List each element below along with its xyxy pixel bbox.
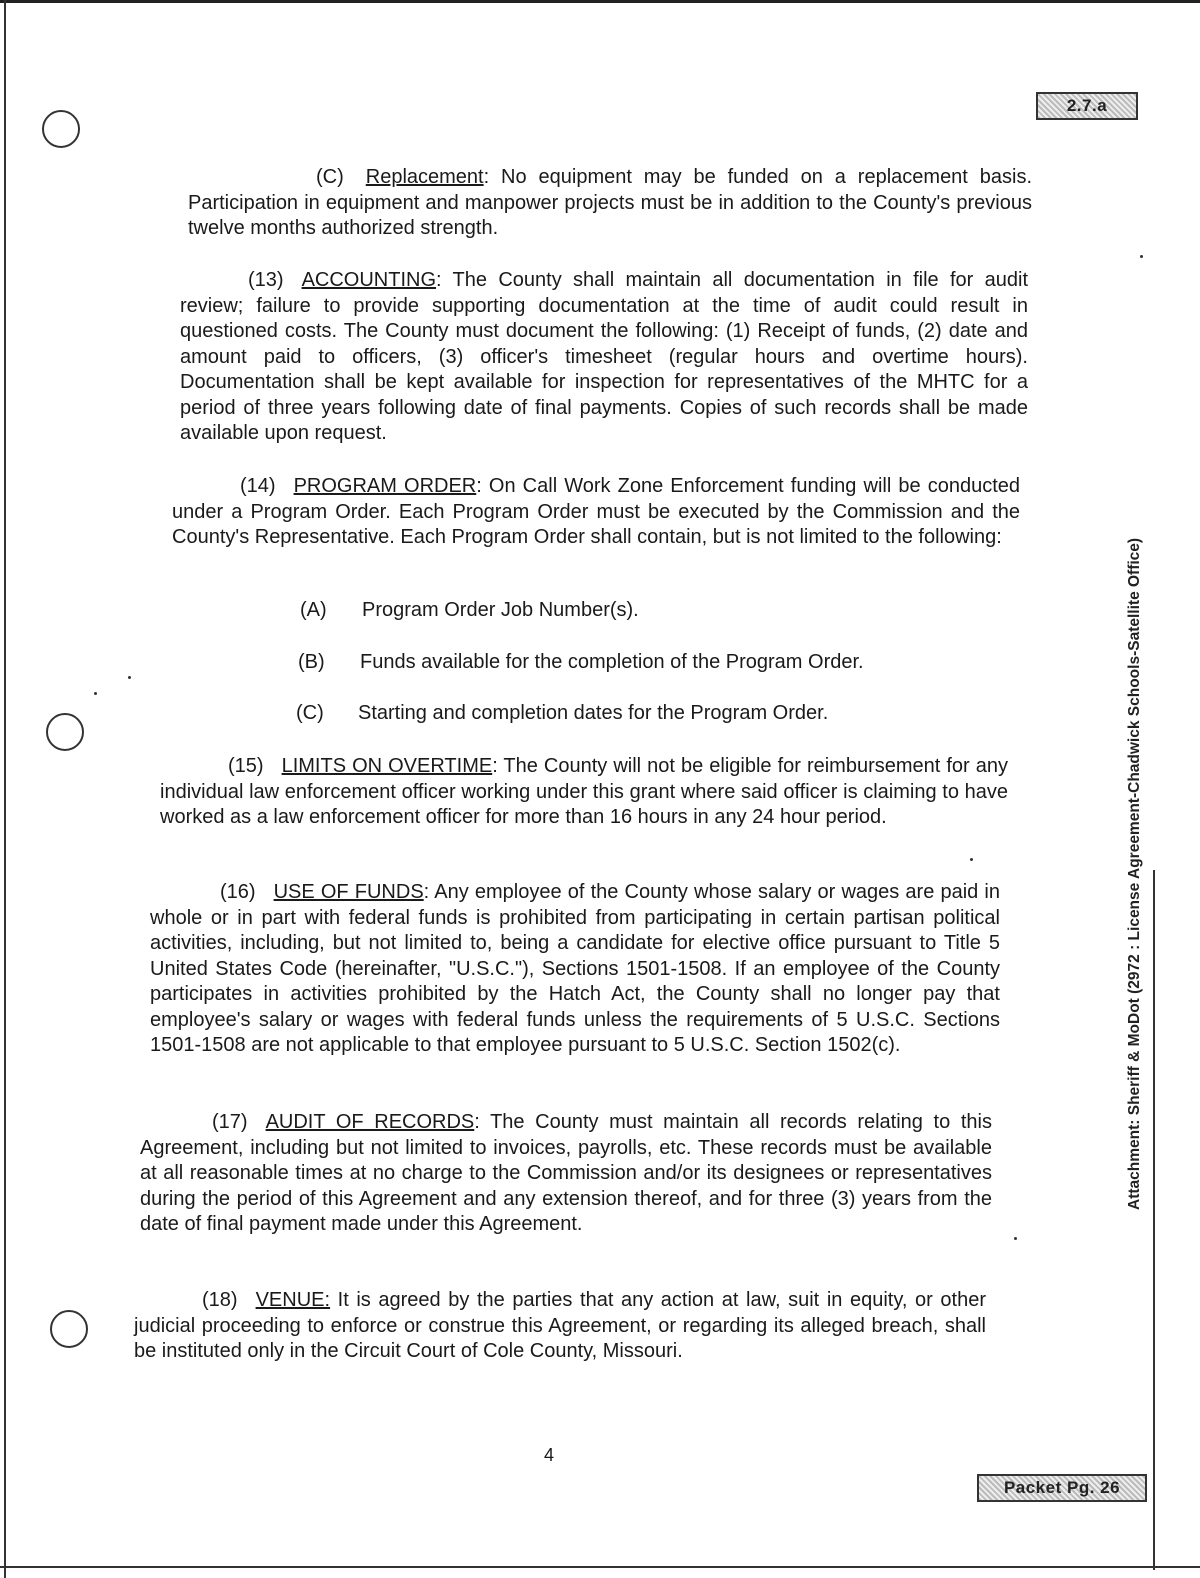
paragraph-replacement — [188, 165, 1032, 242]
attachment-side-label: Attachment: Sheriff & MoDot (2972 : License Agreement-Chadwick Schools-Satellite Office) — [1126, 537, 1143, 1210]
paragraph-number: (C) — [316, 166, 344, 188]
paragraph-number: (14) — [240, 475, 276, 497]
paragraph-audit-of-records — [140, 1110, 992, 1238]
binder-hole — [42, 110, 80, 148]
binder-hole — [50, 1310, 88, 1348]
paragraph-heading: AUDIT OF RECORDS — [265, 1111, 475, 1133]
list-item — [298, 650, 864, 675]
paragraph-text: It is agreed by the parties that any action at law, suit in equity, or other judicial proceeding to enforce or construe this Agreement, or regarding its alleged breach, shall be instituted only in the Circuit Court of Cole County, Missouri. — [134, 1289, 986, 1362]
scan-edge-right — [1153, 870, 1155, 1570]
paragraph-heading: ACCOUNTING — [301, 269, 437, 291]
paragraph-limits-on-overtime — [160, 754, 1008, 831]
scan-edge-left — [4, 0, 6, 1578]
paragraph-text: : On Call Work Zone Enforcement funding will be conducted under a Program Order. Each Program Order must be executed by the Commission and the County's Representative. Each Program Order shall contain, but is not limited to the following: — [172, 475, 1021, 548]
scan-speck — [970, 858, 973, 861]
paragraph-heading: VENUE: — [255, 1289, 331, 1311]
item-number-stamp: 2.7.a — [1036, 92, 1138, 120]
packet-page-stamp: Packet Pg. 26 — [977, 1474, 1147, 1502]
paragraph-accounting — [180, 268, 1028, 447]
paragraph-text: : The County will not be eligible for reimbursement for any individual law enforcement officer working under this grant where said officer is claiming to have worked as a law enforcement officer for more than 16 hours in any 24 hour period. — [160, 755, 1008, 828]
list-item — [300, 598, 639, 623]
paragraph-number: (17) — [212, 1111, 248, 1133]
list-item-label: (C) — [296, 702, 324, 724]
paragraph-program-order — [172, 474, 1020, 551]
paragraph-venue — [134, 1288, 986, 1365]
paragraph-number: (18) — [202, 1289, 238, 1311]
list-item-text: Starting and completion dates for the Program Order. — [358, 702, 829, 724]
list-item — [296, 701, 828, 726]
paragraph-heading: USE OF FUNDS — [273, 881, 424, 903]
list-item-text: Program Order Job Number(s). — [362, 599, 639, 621]
paragraph-use-of-funds — [150, 880, 1000, 1059]
binder-hole — [46, 713, 84, 751]
paragraph-text: : The County must maintain all records relating to this Agreement, including but not limited to invoices, payrolls, etc. These records must be available at all reasonable times at no charge to the Commission and/or its designees or representatives during the period of this Agreement and any extension thereof, and for three (3) years from the date of final payment made under this Agreement. — [140, 1111, 992, 1235]
paragraph-text: : Any employee of the County whose salary or wages are paid in whole or in part with federal funds is prohibited from participating in certain partisan political activities, including, but not limited to, being a candidate for elective office pursuant to Title 5 United States Code (hereinafter, "U.S.C."), Sections 1501-1508. If an employee of the County participates in activities prohibited by the Hatch Act, the County shall no longer pay that employee's salary or wages with federal funds unless the requirements of 5 U.S.C. Sections 1501-1508 are not applicable to that employee pursuant to 5 U.S.C. Section 1502(c). — [150, 881, 1000, 1056]
scan-speck — [94, 692, 97, 695]
list-item-label: (B) — [298, 651, 325, 673]
scan-edge-bottom — [0, 1566, 1200, 1568]
paragraph-text: : No equipment may be funded on a replacement basis. Participation in equipment and manpower projects must be in addition to the County's previous twelve months authorized strength. — [188, 166, 1032, 239]
paragraph-heading: PROGRAM ORDER — [293, 475, 477, 497]
paragraph-heading: Replacement — [365, 166, 484, 188]
paragraph-text: : The County shall maintain all documentation in file for audit review; failure to provide supporting documentation at the time of audit could result in questioned costs. The County must document the following: (1) Receipt of funds, (2) date and amount paid to officers, (3) officer's timesheet (regular hours and overtime hours). Documentation shall be kept available for inspection for representatives of the MHTC for a period of three years following date of final payments. Copies of such records shall be made available upon request. — [180, 269, 1028, 444]
scan-speck — [1140, 255, 1143, 258]
list-item-label: (A) — [300, 599, 327, 621]
list-item-text: Funds available for the completion of the Program Order. — [360, 651, 864, 673]
paragraph-number: (15) — [228, 755, 264, 777]
scan-speck — [1014, 1237, 1017, 1240]
paragraph-heading: LIMITS ON OVERTIME — [281, 755, 493, 777]
page-number: 4 — [544, 1445, 555, 1465]
scan-edge-top — [0, 0, 1200, 3]
scan-speck — [128, 676, 131, 679]
paragraph-number: (13) — [248, 269, 284, 291]
paragraph-number: (16) — [220, 881, 256, 903]
